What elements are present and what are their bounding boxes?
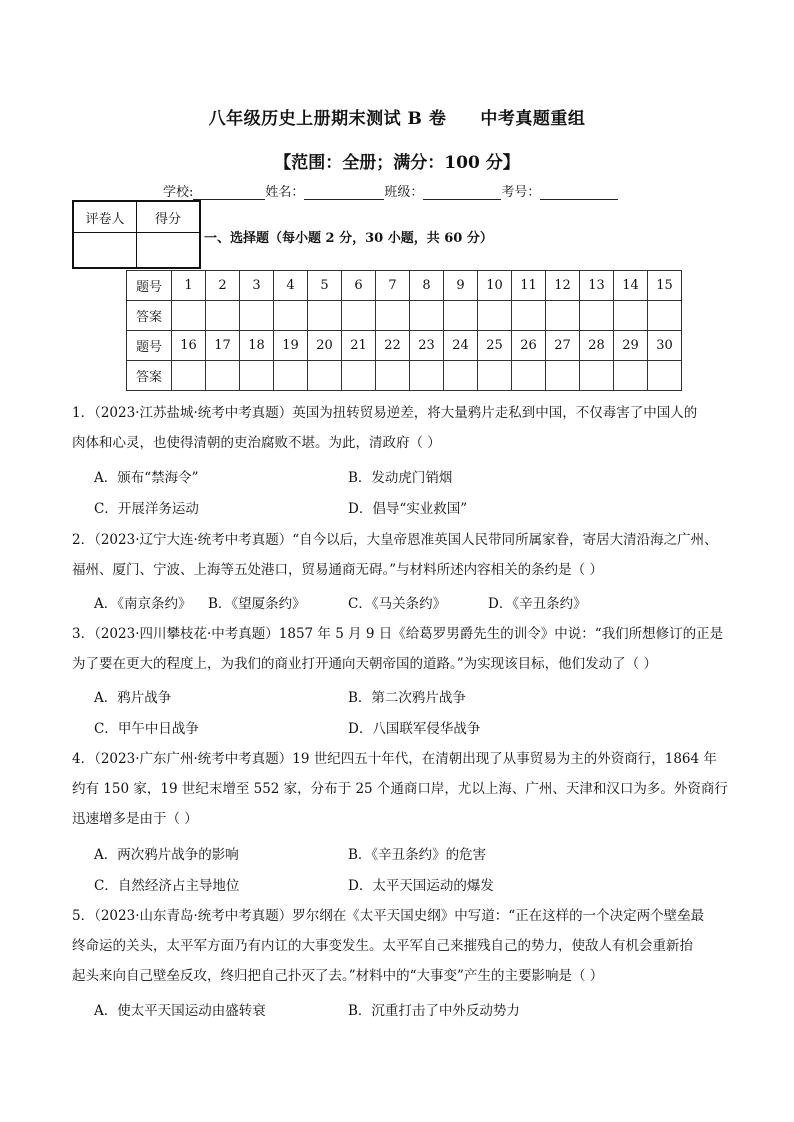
option-d[interactable]: D．《辛丑条约》: [488, 596, 587, 612]
answer-cell[interactable]: [512, 301, 546, 331]
question-number: 26: [512, 331, 546, 361]
question-stem-line: 2．（2023·辽宁大连·统考中考真题）“自今以后，大皇帝恩准英国人民带同所属家眷，寄居大清沿海之广州、: [72, 532, 718, 548]
option-a[interactable]: A．颁布“禁海令”: [94, 470, 199, 486]
question-number: 1: [172, 271, 206, 301]
option-b[interactable]: B．沉重打击了中外反动势力: [348, 1003, 520, 1019]
question-number: 22: [376, 331, 410, 361]
answer-cell[interactable]: [172, 301, 206, 331]
question-number: 27: [546, 331, 580, 361]
question-number: 16: [172, 331, 206, 361]
answer-cell[interactable]: [614, 301, 648, 331]
question-1: [72, 398, 732, 458]
option-d[interactable]: D．八国联军侵华战争: [348, 721, 481, 737]
option-c[interactable]: C．自然经济占主导地位: [94, 878, 240, 894]
answer-grid: [126, 270, 682, 391]
question-number: 17: [206, 331, 240, 361]
option-a[interactable]: A．《南京条约》: [94, 596, 192, 612]
question-number: 14: [614, 271, 648, 301]
class-label: 班级：: [384, 185, 424, 200]
question-stem-line: 为了要在更大的程度上，为我们的商业打开通向天朝帝国的道路。”为实现该目标，他们发动了（ ）: [72, 656, 657, 672]
question-3: [72, 619, 732, 679]
question-stem-line: 约有 150 家，19 世纪末增至 552 家，分布于 25 个通商口岸，尤以上海、广州、天津和汉口为多。外资商行: [72, 781, 728, 797]
question-number: 25: [478, 331, 512, 361]
question-stem-line: 福州、厦门、宁波、上海等五处港口，贸易通商无碍。”与材料所述内容相关的条约是（ ）: [72, 562, 603, 578]
answer-cell[interactable]: [410, 361, 444, 391]
answer-cell[interactable]: [342, 301, 376, 331]
question-number: 18: [240, 331, 274, 361]
score-cell[interactable]: [137, 233, 201, 269]
question-number: 5: [308, 271, 342, 301]
answer-cell[interactable]: [648, 361, 682, 391]
option-d[interactable]: D．太平天国运动的爆发: [348, 878, 494, 894]
answer-cell[interactable]: [546, 361, 580, 391]
answer-cell[interactable]: [172, 361, 206, 391]
question-stem-line: 迅速增多是由于（ ）: [72, 811, 198, 827]
option-a[interactable]: A．鸦片战争: [94, 690, 172, 706]
answer-cell[interactable]: [206, 301, 240, 331]
exam-title: [0, 104, 794, 129]
answer-cell[interactable]: [376, 301, 410, 331]
question-number: 23: [410, 331, 444, 361]
question-number: 19: [274, 331, 308, 361]
section-heading: 一、选择题（每小题 2 分，30 小题，共 60 分）: [204, 231, 493, 246]
option-c[interactable]: C．《马关条约》: [348, 596, 447, 612]
answer-grid-label: 答案: [127, 301, 172, 331]
question-number: 10: [478, 271, 512, 301]
question-stem-line: 3．（2023·四川攀枝花·中考真题）1857 年 5 月 9 日《给葛罗男爵先生的训令》中说：“我们所想修订的正是: [72, 626, 724, 642]
answer-cell[interactable]: [240, 361, 274, 391]
question-number: 21: [342, 331, 376, 361]
answer-cell[interactable]: [308, 301, 342, 331]
exam-title-main: 八年级历史上册期末测试 B 卷: [208, 109, 447, 129]
question-number: 20: [308, 331, 342, 361]
answer-cell[interactable]: [274, 361, 308, 391]
exam-no-blank[interactable]: [540, 185, 618, 200]
answer-cell[interactable]: [342, 361, 376, 391]
question-stem-line: 5．（2023·山东青岛·统考中考真题）罗尔纲在《太平天国史纲》中写道：“正在这样的一个决定两个壁垒最: [72, 908, 705, 924]
student-info-line: [163, 181, 618, 200]
question-number: 15: [648, 271, 682, 301]
exam-no-label: 考号：: [501, 185, 541, 200]
answer-cell[interactable]: [546, 301, 580, 331]
answer-cell[interactable]: [614, 361, 648, 391]
grader-label: 评卷人: [73, 201, 137, 233]
grader-cell[interactable]: [73, 233, 137, 269]
option-a[interactable]: A．使太平天国运动由盛转衰: [94, 1003, 266, 1019]
question-number: 3: [240, 271, 274, 301]
question-stem-line: 肉体和心灵，也使得清朝的吏治腐败不堪。为此，清政府（ ）: [72, 435, 441, 451]
option-a[interactable]: A．两次鸦片战争的影响: [94, 847, 239, 863]
answer-cell[interactable]: [478, 301, 512, 331]
class-blank[interactable]: [423, 185, 501, 200]
question-5: [72, 901, 732, 991]
exam-scope: 【范围：全册；满分：100 分】: [274, 153, 520, 173]
question-stem-line: 1．（2023·江苏盐城·统考中考真题）英国为扭转贸易逆差，将大量鸦片走私到中国，不仅毒害了中国人的: [72, 405, 698, 421]
answer-cell[interactable]: [376, 361, 410, 391]
question-number: 12: [546, 271, 580, 301]
name-label: 姓名：: [265, 185, 305, 200]
answer-cell[interactable]: [512, 361, 546, 391]
question-2: [72, 525, 732, 585]
school-label: 学校:: [163, 185, 194, 200]
option-b[interactable]: B．第二次鸦片战争: [348, 690, 466, 706]
answer-cell[interactable]: [580, 361, 614, 391]
question-number: 9: [444, 271, 478, 301]
question-number: 28: [580, 331, 614, 361]
answer-cell[interactable]: [444, 361, 478, 391]
question-number: 24: [444, 331, 478, 361]
score-label: 得分: [137, 201, 201, 233]
answer-cell[interactable]: [580, 301, 614, 331]
question-number: 7: [376, 271, 410, 301]
question-stem-line: 终命运的关头，太平军方面乃有内讧的大事变发生。太平军自己来摧残自己的势力，使敌人有机会重新抬: [72, 938, 693, 954]
option-c[interactable]: C．开展洋务运动: [94, 501, 199, 517]
score-box: [72, 200, 201, 269]
school-blank[interactable]: [193, 185, 265, 200]
option-b[interactable]: B．《辛丑条约》的危害: [348, 847, 487, 863]
answer-cell[interactable]: [648, 301, 682, 331]
question-number: 4: [274, 271, 308, 301]
option-d[interactable]: D．倡导“实业救国”: [348, 501, 468, 517]
answer-cell[interactable]: [478, 361, 512, 391]
name-blank[interactable]: [304, 185, 384, 200]
question-stem-line: 4．（2023·广东广州·统考中考真题）19 世纪四五十年代，在清朝出现了从事贸易为主的外资商行，1864 年: [72, 751, 717, 767]
question-number: 13: [580, 271, 614, 301]
answer-cell[interactable]: [308, 361, 342, 391]
question-number: 8: [410, 271, 444, 301]
question-number: 2: [206, 271, 240, 301]
answer-cell[interactable]: [274, 301, 308, 331]
answer-cell[interactable]: [410, 301, 444, 331]
answer-cell[interactable]: [206, 361, 240, 391]
answer-grid-label: 题号: [127, 271, 172, 301]
question-4: [72, 744, 732, 834]
answer-grid-label: 答案: [127, 361, 172, 391]
option-c[interactable]: C．甲午中日战争: [94, 721, 199, 737]
answer-cell[interactable]: [444, 301, 478, 331]
question-number: 29: [614, 331, 648, 361]
option-b[interactable]: B．发动虎门销烟: [348, 470, 453, 486]
question-number: 6: [342, 271, 376, 301]
option-b[interactable]: B．《望厦条约》: [208, 596, 306, 612]
question-stem-line: 起头来向自己壁垒反攻，终归把自己扑灭了去。”材料中的“大事变”产生的主要影响是（ ）: [72, 968, 604, 984]
question-number: 11: [512, 271, 546, 301]
question-number: 30: [648, 331, 682, 361]
answer-cell[interactable]: [240, 301, 274, 331]
exam-title-tag: 中考真题重组: [480, 109, 586, 129]
answer-grid-label: 题号: [127, 331, 172, 361]
